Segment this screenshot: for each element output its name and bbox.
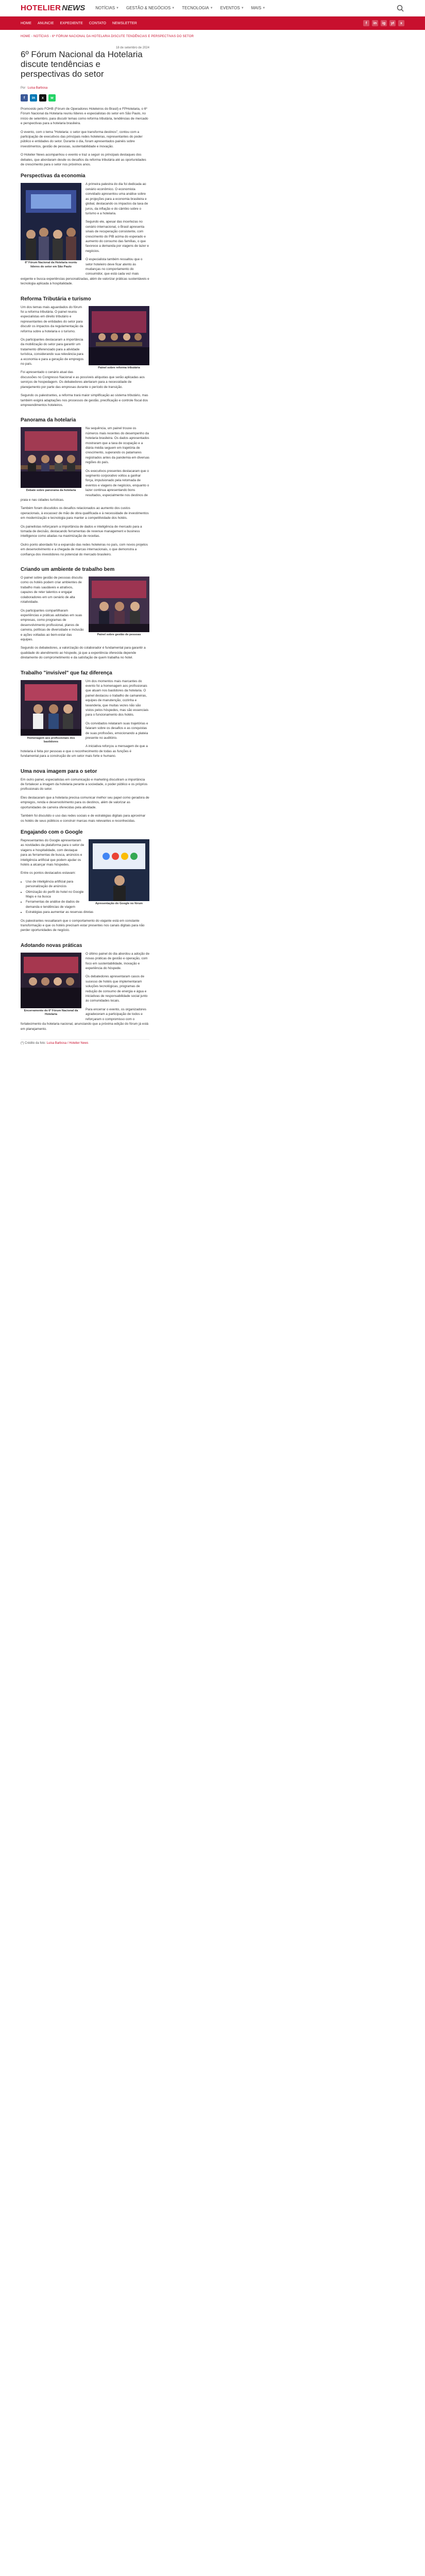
- breadcrumb-current: 6º FÓRUM NACIONAL DA HOTELARIA DISCUTE TENDÊNCIAS E PERSPECTIVAS DO SETOR: [52, 35, 194, 38]
- paragraph: O último painel do dia abordou a adoção de novas práticas de gestão e operação, com foco em sustentabilidade, inovação e experiência do hóspede.: [86, 952, 149, 971]
- facebook-icon[interactable]: f: [363, 20, 369, 26]
- figure-caption: Homenagem aos profissionais dos bastidores: [27, 736, 75, 744]
- linkedin-icon[interactable]: in: [372, 20, 378, 26]
- photo-audience: [21, 183, 81, 260]
- author-link[interactable]: Luisa Barbosa: [27, 87, 48, 90]
- secondary-link[interactable]: ANUNCIE: [38, 21, 54, 25]
- paragraph: Os participantes compartilharam experiências e práticas adotadas em suas empresas, como programas de desenvolvimento profissional, planos de carreira, políticas de diversidade e inclusão e ações voltadas ao bem-estar das equipes.: [21, 608, 84, 641]
- photo-people-panel: [89, 577, 149, 632]
- paragraph: O evento, com o tema "Hotelaria: o setor que transforma destinos", contou com a participação de executivos das principais redes hoteleiras, representantes do poder público e entidades do setor. Durante o dia, foram apresentados painéis sobre investimentos, gestão de pessoas, sustentabilidade e inovação.: [21, 130, 143, 148]
- nav-item[interactable]: [220, 6, 244, 10]
- share-linkedin-icon[interactable]: in: [30, 94, 37, 101]
- article-figure: [21, 953, 81, 1017]
- paragraph: Em outro painel, especialistas em comunicação e marketing discutiram a importância de fortalecer a imagem da hotelaria perante a sociedade, o poder público e os próprios profissionais do setor.: [21, 777, 148, 791]
- share-x-icon[interactable]: x: [39, 94, 46, 101]
- photo-credit-name: Luisa Barbosa / Hotelier News: [46, 1041, 89, 1045]
- nav-label: EVENTOS: [220, 6, 240, 10]
- paragraph: Segundo os palestrantes, a reforma trará maior simplificação ao sistema tributário, mas também exigirá adaptações nos processos de gestão, precificação e controle fiscal dos empreendimentos hoteleiros.: [21, 394, 148, 407]
- youtube-icon[interactable]: yt: [389, 20, 396, 26]
- figure-caption: Apresentação do Google no fórum: [95, 902, 143, 905]
- article-figure: [89, 306, 149, 370]
- paragraph: Os painelistas reforçaram a importância de dados e inteligência de mercado para a tomada de decisão, destacando ferramentas de revenue management e business intelligence como aliadas na maximização de receitas.: [21, 524, 142, 538]
- article-date: 18 de setembro de 2024: [115, 46, 149, 49]
- chevron-down-icon: ▼: [116, 6, 119, 10]
- byline: [21, 82, 149, 91]
- breadcrumb-separator: ›: [49, 35, 52, 38]
- nav-item[interactable]: [95, 6, 119, 10]
- share-buttons: [21, 94, 149, 101]
- section-heading: Perspectivas da economia: [21, 173, 86, 179]
- figure-caption: Encerramento do 6º Fórum Nacional da Hotelaria: [24, 1009, 78, 1016]
- paragraph: Os debatedores apresentaram casos de sucesso de hotéis que implementaram soluções tecnológicas, programas de redução de consumo de energia e água e iniciativas de responsabilidade social junto às comunidades locais.: [86, 975, 148, 1003]
- nav-item[interactable]: [251, 6, 266, 10]
- paragraph: Foi apresentado o cenário atual das discussões no Congresso Nacional e as possíveis alíquotas que serão aplicadas aos serviços de hospedagem. Os debatedores alertaram para a necessidade de planejamento por parte das empresas durante o período de transição.: [21, 370, 145, 389]
- paragraph: Um dos momentos mais marcantes do evento foi a homenagem aos profissionais que atuam nos bastidores da hotelaria. O painel destacou o trabalho de camareiras, equipes de manutenção, cozinha e lavanderia, que muitas vezes não são vistos pelos hóspedes, mas são essenciais para o funcionamento dos hotéis.: [86, 679, 149, 717]
- nav-item[interactable]: [182, 6, 213, 10]
- nav-item[interactable]: [126, 6, 175, 10]
- article-figure: [21, 427, 81, 493]
- paragraph: A primeira palestra do dia foi dedicada ao cenário econômico. O economista convidado apresentou uma análise sobre as projeções para a economia brasileira e global, destacando os impactos da taxa de juros, da inflação e do câmbio sobre o turismo e a hotelaria.: [86, 182, 148, 215]
- section-heading: Engajando com o Google: [21, 829, 83, 835]
- byline-label: Por: [21, 87, 26, 90]
- breadcrumb-home[interactable]: HOME: [21, 35, 30, 38]
- paragraph: Também foi discutido o uso das redes sociais e de estratégias digitais para aproximar os hotéis de seus públicos e construir marcas mais relevantes e reconhecidas.: [21, 814, 146, 823]
- breadcrumb-separator: ›: [31, 35, 33, 38]
- nav-label: MAIS: [251, 6, 262, 10]
- paragraph: Os convidados relataram suas trajetórias e falaram sobre os desafios e as conquistas de suas profissões, emocionando a plateia presente no auditório.: [86, 721, 148, 740]
- paragraph: Também foram discutidos os desafios relacionados ao aumento dos custos operacionais, à escassez de mão de obra qualificada e à necessidade de investimentos em modernização e tecnologia para manter a competitividade dos hotéis.: [21, 506, 149, 520]
- article-title: 6º Fórum Nacional da Hotelaria discute tendências e perspectivas do setor: [21, 49, 143, 79]
- list-item: • Otimização do perfil do hotel no Google Maps e na busca: [26, 890, 149, 900]
- secondary-link[interactable]: CONTATO: [89, 21, 106, 25]
- site-logo[interactable]: [21, 4, 85, 12]
- chevron-down-icon: ▼: [210, 6, 213, 10]
- article-figure: [89, 577, 149, 637]
- breadcrumb-section[interactable]: NOTÍCIAS: [33, 35, 49, 38]
- paragraph: Um dos temas mais aguardados do fórum foi a reforma tributária. O painel reuniu especialistas em direito tributário e representantes de entidades do setor para discutir os impactos da regulamentação da reforma sobre a hotelaria e o turismo.: [21, 305, 83, 333]
- figure-caption: Painel sobre gestão de pessoas: [97, 633, 141, 637]
- secondary-link[interactable]: EXPEDIENTE: [60, 21, 83, 25]
- paragraph: Eles destacaram que a hotelaria precisa comunicar melhor seu papel como geradora de empregos, renda e desenvolvimento para os destinos, além de valorizar as oportunidades de carreira oferecidas pela atividade.: [21, 795, 149, 809]
- share-facebook-icon[interactable]: f: [21, 94, 28, 101]
- paragraph: Entre os pontos destacados estavam:: [21, 871, 76, 875]
- section-heading: Trabalho "invisível" que faz diferença: [21, 670, 112, 676]
- x-icon[interactable]: x: [398, 20, 404, 26]
- secondary-nav: [21, 22, 137, 25]
- nav-label: GESTÃO & NEGÓCIOS: [126, 6, 171, 10]
- chevron-down-icon: ▼: [241, 6, 244, 10]
- secondary-link[interactable]: HOME: [21, 21, 31, 25]
- share-whatsapp-icon[interactable]: w: [48, 94, 56, 101]
- nav-label: NOTÍCIAS: [95, 6, 115, 10]
- figure-caption: 6º Fórum Nacional da Hotelaria reuniu líderes do setor em São Paulo: [25, 261, 77, 268]
- main-nav: [95, 6, 265, 10]
- paragraph: Os participantes destacaram a importância da mobilização do setor para garantir um tratamento diferenciado para a atividade turística, considerando sua relevância para a economia e para a geração de empregos no país.: [21, 338, 84, 366]
- top-red-bar: [0, 16, 425, 30]
- article-figure: [21, 680, 81, 744]
- paragraph: Os palestrantes ressaltaram que o comportamento do viajante está em constante transformação e que os hotéis precisam estar presentes nos canais digitais para não perder oportunidades de negócio.: [21, 919, 145, 933]
- section-heading: Reforma Tributária e turismo: [21, 296, 91, 302]
- photo-closing: [21, 953, 81, 1008]
- paragraph: O painel sobre gestão de pessoas discutiu como os hotéis podem criar ambientes de trabalho mais saudáveis e atrativos, capazes de reter talentos e engajar colaboradores em um cenário de alta rotatividade.: [21, 576, 83, 604]
- section-heading: Uma nova imagem para o setor: [21, 768, 97, 774]
- figure-caption: Painel sobre reforma tributária: [98, 366, 140, 369]
- paragraph: O especialista também ressaltou que o setor hoteleiro deve ficar atento às mudanças no comportamento do consumidor, que está cada vez mais exigente e busca experiências personalizadas, além de valorizar práticas sustentáveis e tecnologia aplicada à hospitalidade.: [21, 258, 149, 286]
- section-heading: Panorama da hotelaria: [21, 417, 76, 423]
- paragraph: Os executivos presentes destacaram que o segmento corporativo voltou a ganhar força, impulsionado pela retomada de eventos e viagens de negócios, enquanto o lazer continua apresentando bons resultados, especialmente nos destinos de praia e nas cidades turísticas.: [21, 469, 149, 502]
- article-figure: [21, 183, 81, 269]
- photo-credit-label: (*) Crédito da foto:: [21, 1041, 46, 1045]
- figure-caption: Debate sobre panorama da hotelaria: [26, 489, 76, 493]
- photo-credit: [21, 1039, 149, 1045]
- paragraph: A iniciativa reforçou a mensagem de que a hotelaria é feita por pessoas e que o reconhecimento de todas as funções é fundamental para a construção de um setor mais forte e humano.: [21, 744, 148, 758]
- list-item: • Uso de inteligência artificial para personalização de anúncios: [26, 879, 149, 889]
- nav-label: TECNOLOGIA: [182, 6, 209, 10]
- paragraph: Segundo ele, apesar das incertezas no cenário internacional, o Brasil apresenta sinais de recuperação consistente, com crescimento do PIB acima do esperado e aumento do consumo das famílias, o que favorece a demanda por viagens de lazer e negócios.: [86, 220, 149, 253]
- photo-panel-debate: [21, 427, 81, 488]
- photo-panel-stage: [89, 306, 149, 365]
- section-heading: Criando um ambiente de trabalho bem: [21, 567, 115, 573]
- chevron-down-icon: ▼: [262, 6, 266, 10]
- section-heading: Adotando novas práticas: [21, 942, 82, 948]
- paragraph: Na sequência, um painel trouxe os números mais recentes do desempenho da hotelaria brasileira. Os dados apresentados mostraram que a taxa de ocupação e a diária média seguem em trajetória de crescimento, superando os patamares registrados antes da pandemia em diversas regiões do país.: [86, 427, 149, 465]
- breadcrumb: [0, 30, 425, 38]
- paragraph: Outro ponto abordado foi a expansão das redes hoteleiras no país, com novos projetos em desenvolvimento e a chegada de marcas internacionais, o que demonstra a confiança dos investidores no potencial do mercado brasileiro.: [21, 543, 148, 556]
- photo-homage: [21, 680, 81, 736]
- paragraph: Representantes do Google apresentaram as novidades da plataforma para o setor de viagens e hospitalidade, com destaque para as ferramentas de busca, anúncios e inteligência artificial que podem ajudar os hotéis a alcançar mais hóspedes.: [21, 838, 84, 867]
- article-figure: [89, 839, 149, 906]
- secondary-link[interactable]: NEWSLETTER: [112, 21, 137, 25]
- search-icon[interactable]: [396, 4, 404, 12]
- logo-news: NEWS: [62, 4, 86, 12]
- photo-google-talk: [89, 839, 149, 901]
- paragraph: Para encerrar o evento, os organizadores agradeceram a participação de todos e reforçaram o compromisso com o fortalecimento da hotelaria nacional, anunciando que a próxima edição do fórum já está em planejamento.: [21, 1007, 148, 1031]
- social-links: [363, 20, 404, 26]
- site-header: [0, 0, 425, 16]
- logo-hotelier: HOTELIER: [21, 4, 61, 12]
- paragraph: O Hotelier News acompanhou o evento e traz a seguir os principais destaques dos debates, que abordaram desde os desafios da reforma tributária até as oportunidades de crescimento para o setor nos próximos anos.: [21, 153, 146, 167]
- article: [21, 38, 149, 1045]
- paragraph: Segundo os debatedores, a valorização do colaborador é fundamental para garantir a qualidade do atendimento ao hóspede, já que a experiência oferecida depende diretamente do comprometimento e da satisfação de quem trabalha no hotel.: [21, 646, 146, 660]
- instagram-icon[interactable]: ig: [381, 20, 387, 26]
- list-item: • Ferramentas de análise de dados de demanda e tendências de viagem: [26, 900, 149, 909]
- chevron-down-icon: ▼: [172, 6, 175, 10]
- list-item: • Estratégias para aumentar as reservas diretas: [26, 910, 149, 914]
- paragraph: Promovido pelo FOHB (Fórum de Operadores Hoteleiros do Brasil) e FPHotelaria, o 6º Fórum Nacional da Hotelaria reuniu líderes e especialistas do setor em São Paulo, no início de setembro, para discutir temas como reforma tributária, tendências de mercado e perspectivas para a hotelaria brasileira.: [21, 107, 148, 126]
